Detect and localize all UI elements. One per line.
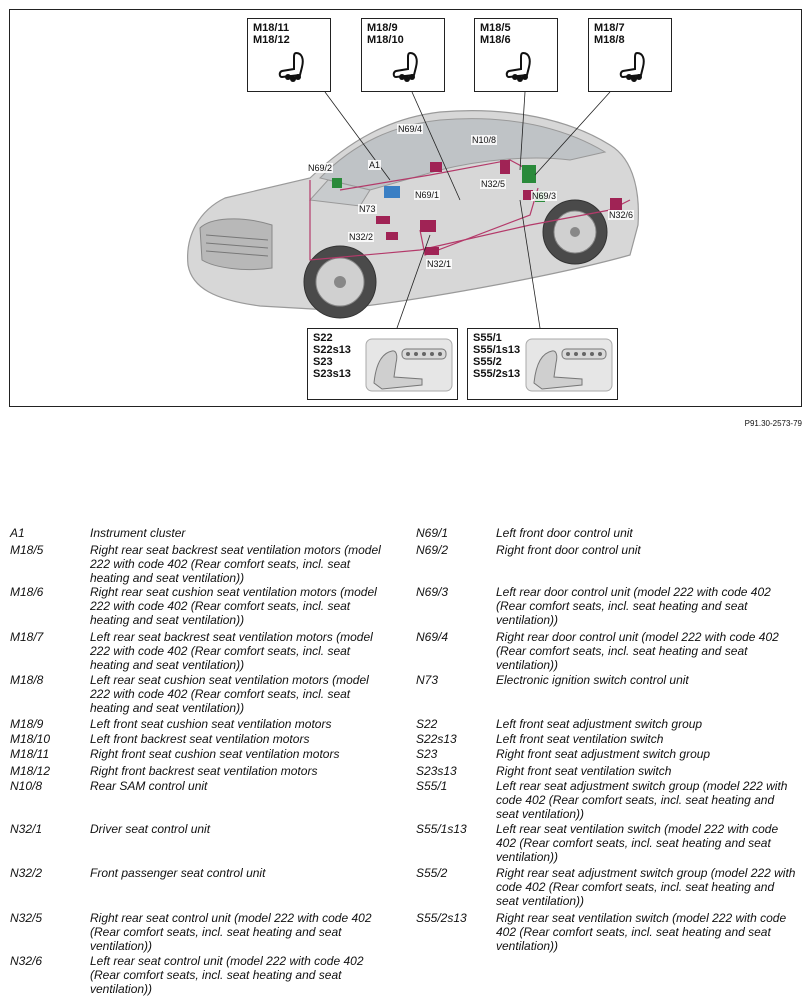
legend-desc: Right rear seat ventilation switch (model 222 with code 402 (Rear comfort seats, incl. seat heating and seat ventilation))	[496, 911, 787, 953]
callout-line: M18/7	[594, 22, 625, 34]
callout-line: M18/9	[367, 22, 398, 34]
legend-code: N69/3	[416, 585, 449, 599]
callout-box-m18-7	[588, 18, 672, 92]
tag-n32-2: N32/2	[349, 232, 374, 242]
callout-line: S55/1s13	[473, 344, 521, 356]
legend-desc: Left front seat adjustment switch group	[496, 717, 703, 731]
callout-line: M18/10	[367, 34, 404, 46]
tag-n69-1: N69/1	[415, 190, 440, 200]
tag-n32-6: N32/6	[609, 210, 634, 220]
legend-desc: Right rear seat cushion seat ventilation motors (model 222 with code 402 (Rear comfort seats, incl. seat heating and seat ventilation))	[90, 585, 377, 627]
legend-desc: Right front seat adjustment switch group	[496, 747, 711, 761]
vehicle-figure	[9, 9, 802, 407]
legend-code: N32/6	[10, 954, 43, 968]
callout-box-s55-1	[467, 328, 618, 400]
legend-code: S23s13	[416, 764, 457, 778]
legend-code: S55/1s13	[416, 822, 467, 836]
legend-code: M18/11	[10, 747, 50, 761]
legend-code: S55/1	[416, 779, 448, 793]
callout-line: S23s13	[313, 368, 351, 380]
callout-box-m18-9	[361, 18, 445, 92]
car-body-drawing	[188, 111, 639, 318]
n69-2-component	[332, 178, 342, 188]
legend-desc: Rear SAM control unit	[90, 779, 208, 793]
legend-code: M18/12	[10, 764, 51, 778]
legend-desc: Left front door control unit	[496, 526, 633, 540]
legend-code: M18/5	[10, 543, 44, 557]
legend-desc: Driver seat control unit	[90, 822, 211, 836]
legend-desc: Left rear seat adjustment switch group (model 222 with code 402 (Rear comfort seats, incl. seat heating and seat ventilation))	[496, 779, 788, 821]
legend-desc: Right rear door control unit (model 222 with code 402 (Rear comfort seats, incl. seat heating and seat ventilation))	[496, 630, 779, 672]
legend-code: M18/7	[10, 630, 44, 644]
legend-desc: Left front seat ventilation switch	[496, 732, 664, 746]
a1-component	[384, 186, 400, 198]
tag-n69-4: N69/4	[398, 124, 423, 134]
legend-code: N10/8	[10, 779, 43, 793]
seat-ventilation-icon	[503, 49, 543, 85]
n73-component	[376, 216, 390, 224]
n32-6-component	[610, 198, 622, 210]
tag-n10-8: N10/8	[472, 135, 497, 145]
legend-desc: Left rear seat backrest seat ventilation motors (model 222 with code 402 (Rear comfort seats, incl. seat heating and seat ventilation))	[90, 630, 373, 672]
legend-code: N73	[416, 673, 439, 687]
legend-desc: Left front seat cushion seat ventilation motors	[90, 717, 332, 731]
legend-code: S22	[416, 717, 438, 731]
legend-desc: Right rear seat adjustment switch group (model 222 with code 402 (Rear comfort seats, incl. seat heating and seat ventilation))	[496, 866, 796, 908]
legend-desc: Right front seat ventilation switch	[496, 764, 672, 778]
callout-line: S55/2	[473, 356, 502, 368]
legend-desc: Right front seat cushion seat ventilation motors	[90, 747, 340, 761]
legend-desc: Left rear seat ventilation switch (model 222 with code 402 (Rear comfort seats, incl. seat heating and seat ventilation))	[496, 822, 779, 864]
callout-line: S55/1	[473, 332, 502, 344]
tag-a1: A1	[369, 160, 381, 170]
callout-line: M18/11	[253, 22, 290, 34]
figure-reference: P91.30-2573-79	[744, 419, 802, 428]
legend-code: N32/5	[10, 911, 43, 925]
legend-desc: Right front door control unit	[496, 543, 641, 557]
n32-1-component	[425, 247, 439, 255]
seat-ventilation-icon	[390, 49, 430, 85]
tag-n32-5: N32/5	[481, 179, 506, 189]
legend-desc: Right rear seat backrest seat ventilation motors (model 222 with code 402 (Rear comfort seats, incl. seat heating and seat ventilation))	[90, 543, 381, 585]
n69-1-component	[420, 220, 436, 232]
tag-n32-1: N32/1	[427, 259, 452, 269]
legend-code: M18/9	[10, 717, 44, 731]
legend-desc: Right rear seat control unit (model 222 with code 402 (Rear comfort seats, incl. seat heating and seat ventilation))	[90, 911, 372, 953]
legend-desc: Front passenger seat control unit	[90, 866, 266, 880]
legend-desc: Electronic ignition switch control unit	[496, 673, 689, 687]
n10-8-component	[500, 160, 510, 174]
legend-code: N32/2	[10, 866, 43, 880]
tag-n69-3: N69/3	[532, 191, 557, 201]
legend-code: M18/6	[10, 585, 44, 599]
n69-4-component	[430, 162, 442, 172]
callout-box-m18-5	[474, 18, 558, 92]
legend-code: S55/2	[416, 866, 448, 880]
seat-ventilation-icon	[617, 49, 657, 85]
seat-switch-panel-icon	[524, 333, 614, 395]
legend-code: S55/2s13	[416, 911, 467, 925]
callout-line: S22s13	[313, 344, 351, 356]
tag-n73: N73	[359, 204, 376, 214]
legend-desc: Instrument cluster	[90, 526, 186, 540]
callout-box-m18-11	[247, 18, 331, 92]
legend-code: N69/4	[416, 630, 449, 644]
m18-5-component	[522, 165, 536, 183]
legend-code: S22s13	[416, 732, 457, 746]
legend-code: A1	[10, 526, 25, 540]
callout-line: S55/2s13	[473, 368, 521, 380]
seat-ventilation-icon	[276, 49, 316, 85]
legend-desc: Left front backrest seat ventilation motors	[90, 732, 310, 746]
callout-line: M18/12	[253, 34, 290, 46]
callout-box-s22	[307, 328, 458, 400]
legend-code: M18/8	[10, 673, 44, 687]
n32-2-component	[386, 232, 398, 240]
legend-code: S23	[416, 747, 438, 761]
callout-line: M18/6	[480, 34, 511, 46]
legend-code: N69/1	[416, 526, 449, 540]
legend-desc: Left rear door control unit (model 222 with code 402 (Rear comfort seats, incl. seat heating and seat ventilation))	[496, 585, 771, 627]
legend-desc: Left rear seat control unit (model 222 with code 402 (Rear comfort seats, incl. seat heating and seat ventilation))	[90, 954, 364, 996]
legend-desc: Right front backrest seat ventilation motors	[90, 764, 318, 778]
callout-line: M18/5	[480, 22, 511, 34]
legend-code: N69/2	[416, 543, 449, 557]
seat-switch-panel-icon	[364, 333, 454, 395]
legend-desc: Left rear seat cushion seat ventilation motors (model 222 with code 402 (Rear comfort seats, incl. seat heating and seat ventilation))	[90, 673, 369, 715]
callout-line: S23	[313, 356, 333, 368]
legend-code: N32/1	[10, 822, 43, 836]
tag-n69-2: N69/2	[308, 163, 333, 173]
callout-line: M18/8	[594, 34, 625, 46]
callout-line: S22	[313, 332, 333, 344]
legend-code: M18/10	[10, 732, 51, 746]
